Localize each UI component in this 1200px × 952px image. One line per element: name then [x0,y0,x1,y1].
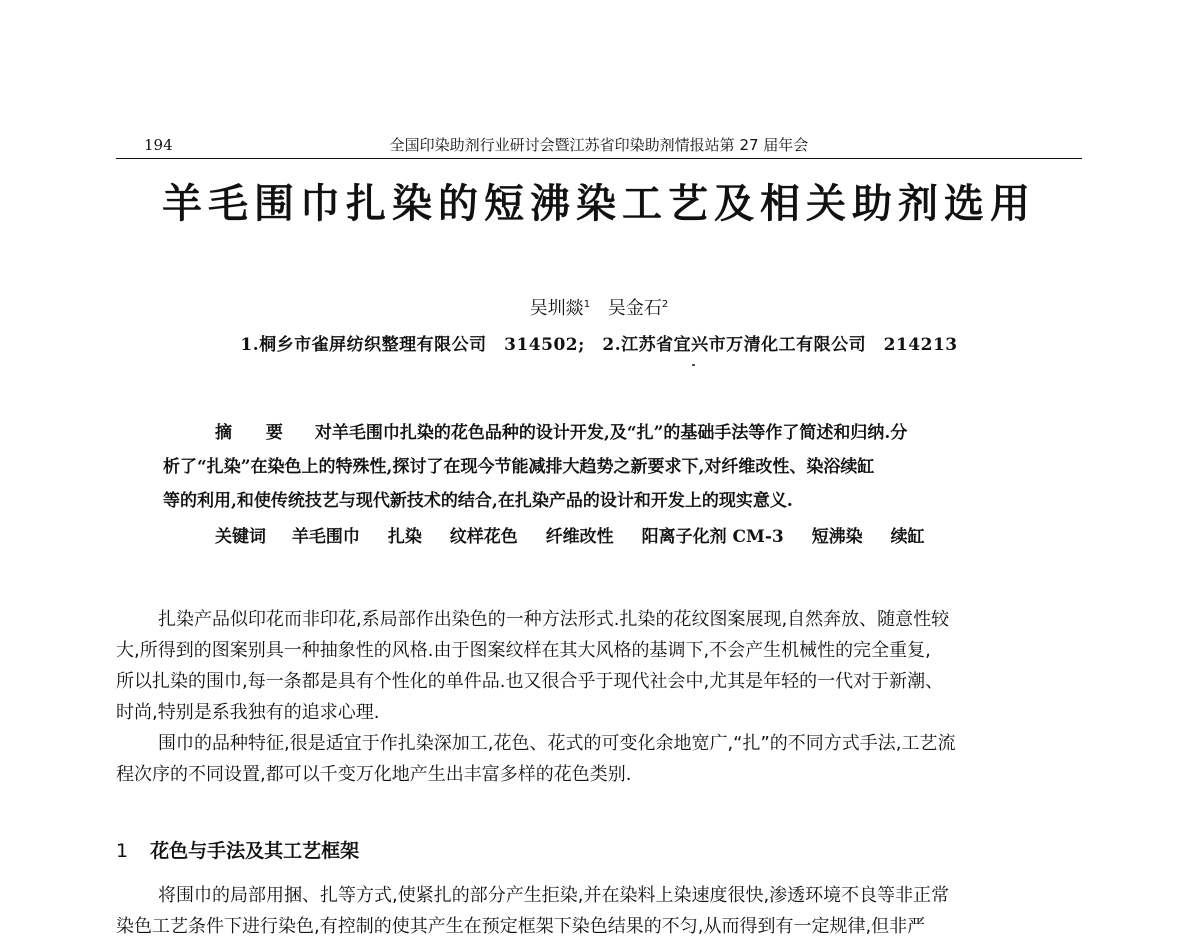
author-affiliation-mark: 2 [661,299,669,310]
journal-name: 全国印染助剂行业研讨会暨江苏省印染助剂情报站第 27 届年会 [389,136,809,154]
section-heading [116,836,1082,863]
paragraph-line: 所以扎染的围巾,每一条都是具有个性化的单件品.也又很合乎于现代社会中,尤其是年轻的一代对于新潮、 [116,671,944,692]
intro-text [116,604,1082,790]
keyword: 羊毛围巾 [291,527,360,547]
section-title: 花色与手法及其工艺框架 [150,840,360,862]
keyword: 纤维改性 [545,527,614,547]
paragraph-line: 大,所得到的图案别具一种抽象性的风格.由于图案纹样在其大风格的基调下,不会产生机械性的完全重复, [116,640,931,661]
paragraph-line: 围巾的品种特征,很是适宜于作扎染深加工,花色、花式的可变化余地宽广,“扎”的不同方式手法,工艺流 [158,733,956,754]
abstract-text: 对羊毛围巾扎染的花色品种的设计开发,及“扎”的基础手法等作了简述和归纳.分 [314,423,908,443]
keyword: 阳离子化剂 CM-3 [641,527,784,547]
abstract-label: 摘 要 [215,423,297,443]
paragraph-line: 染色工艺条件下进行染色,有控制的使其产生在预定框架下染色结果的不匀,从而得到有一定规律,但非严 [116,916,926,937]
paragraph-line: 扎染产品似印花而非印花,系局部作出染色的一种方法形式.扎染的花纹图案展现,自然奔放、随意性较 [158,609,950,630]
abstract-line [163,416,1043,450]
article-title: 羊毛围巾扎染的短沸染工艺及相关助剂选用 [162,180,1036,227]
author-name: 吴圳燚 [529,298,584,319]
author-name: 吴金石 [607,298,662,319]
keyword: 续缸 [890,527,925,547]
section-body [116,880,1082,942]
running-header [116,128,1082,159]
paragraph-line: 将围巾的局部用捆、扎等方式,使紧扎的部分产生拒染,并在染料上染速度很快,渗透环境不良等非正常 [158,885,950,906]
affiliations: 1.桐乡市雀屏纺织整理有限公司 314502; 2.江苏省宜兴市万清化工有限公司 214213 [240,335,958,355]
abstract-line: 等的利用,和使传统技艺与现代新技术的结合,在扎染产品的设计和开发上的现实意义. [163,491,793,511]
paragraph-line: 程次序的不同设置,都可以千变万化地产生出丰富多样的花色类别. [116,764,632,785]
abstract-line: 析了“扎染”在染色上的特殊性,探讨了在现今节能减排大趋势之新要求下,对纤维改性、染浴续缸 [163,457,875,477]
author-list [116,294,1082,320]
paragraph-line: 时尚,特别是系我独有的追求心理. [116,702,380,723]
keyword: 扎染 [387,527,422,547]
author-affiliation-mark: 1 [583,299,591,310]
keywords [215,522,1045,547]
keyword: 纹样花色 [449,527,518,547]
scan-speck [692,364,695,366]
keyword: 短沸染 [811,527,863,547]
abstract [163,416,1043,518]
section-number: 1 [116,840,129,862]
keywords-label: 关键词 [215,527,266,547]
page-number: 194 [144,136,173,154]
